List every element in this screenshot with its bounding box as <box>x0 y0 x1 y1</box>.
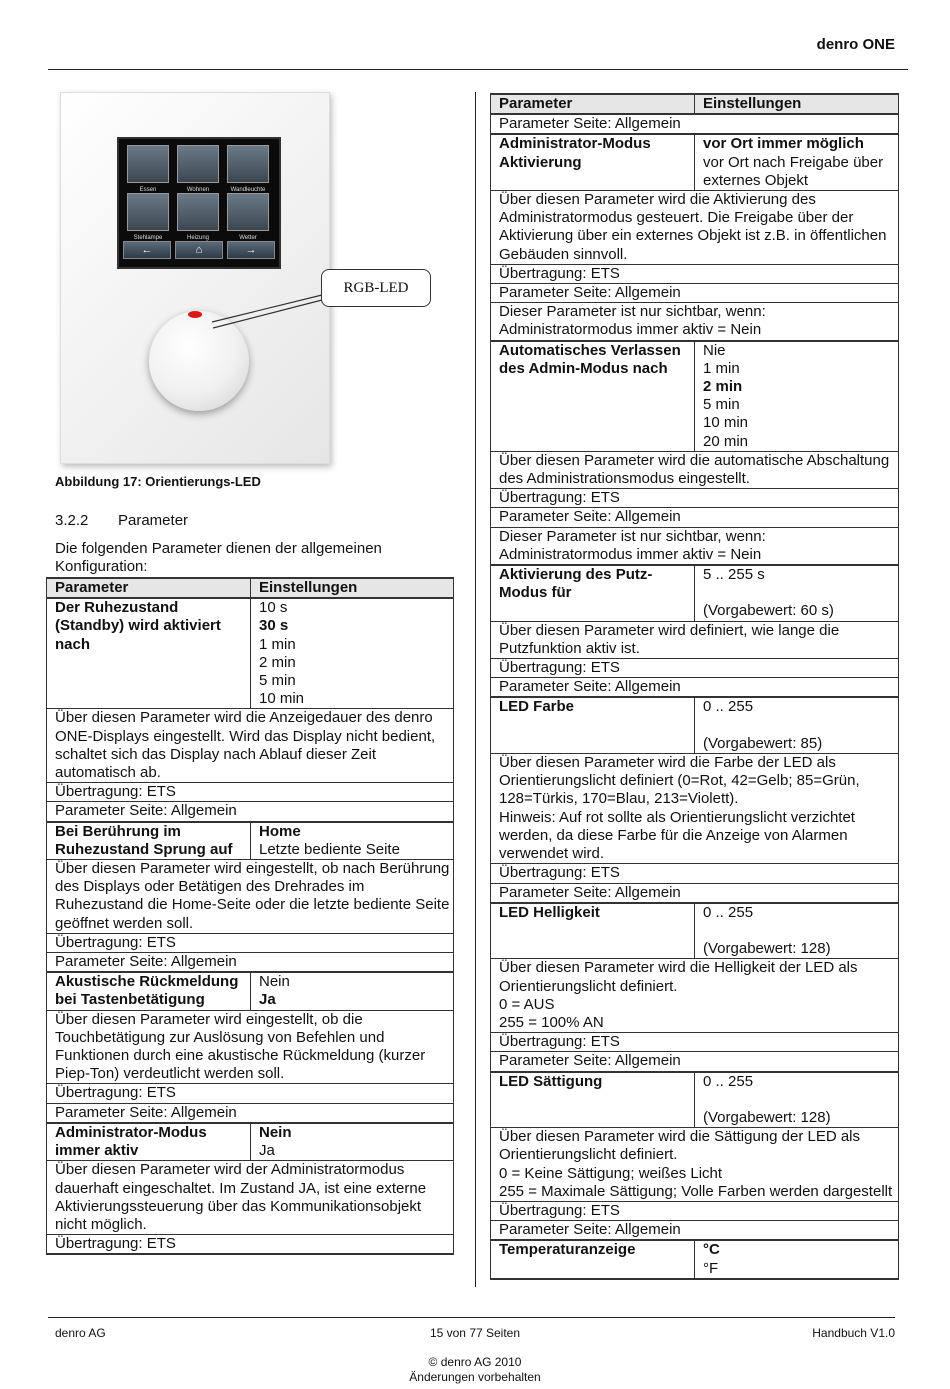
description-text: Über diesen Parameter wird die Aktivierung des Administratormodus gesteuert. Die Freigabe über der Aktivierung über ein externes Objekt ist z.B. in öffentlichen Gebäuden sinnvoll. <box>491 191 899 265</box>
parameter-name: Administrator-Modus immer aktiv <box>47 1123 251 1161</box>
option-value: 5 min <box>259 672 296 690</box>
forward-arrow-icon: → <box>227 241 275 259</box>
description-text: Über diesen Parameter wird die Sättigung der LED als Orientierungslicht definiert. 0 = Keine Sättigung; weißes Licht 255 = Maximale Sättigung; Volle Farben werden dargestellt <box>491 1128 899 1202</box>
description-row <box>491 264 899 283</box>
description-text: Über diesen Parameter wird eingestellt, ob die Touchbetätigung zur Auslösung von Befehlen und Funktionen durch eine akustische Rückmeldung (kurzer Piep-Ton) verdeutlicht werden soll. <box>47 1010 454 1084</box>
option-value: 10 s <box>259 599 288 617</box>
footer-note: Änderungen vorbehalten <box>409 1370 541 1384</box>
description-text: Parameter Seite: Allgemein <box>491 883 899 903</box>
description-row <box>491 1052 899 1072</box>
footer-page-number: 15 von 77 Seiten <box>429 1326 521 1340</box>
parameter-table-right <box>490 93 899 1280</box>
screen-tile-label: Wandleuchte <box>230 187 266 193</box>
description-text: Parameter Seite: Allgemein <box>491 1221 899 1241</box>
description-text: Übertragung: ETS <box>47 933 454 952</box>
description-row <box>47 783 454 802</box>
parameter-name: LED Sättigung <box>491 1072 695 1128</box>
parameter-name: Bei Berührung im Ruhezustand Sprung auf <box>47 822 251 860</box>
description-row <box>47 709 454 783</box>
back-arrow-icon: ← <box>123 241 171 259</box>
description-text: Über diesen Parameter wird die Farbe der LED als Orientierungslicht definiert (0=Rot, 42=Gelb; 85=Grün, 128=Türkis, 170=Blau, 213=Violett). Hinweis: Auf rot sollte als Orientierungslicht verzichtet werden, da diese Farbe für die Anzeige von Alarmen verwendet wird. <box>491 754 899 864</box>
parameter-name: Akustische Rückmeldung bei Tastenbetätigung <box>47 972 251 1010</box>
parameter-name: LED Farbe <box>491 697 695 753</box>
screen-tile-label: Heizung <box>186 235 209 241</box>
description-row <box>491 621 899 658</box>
parameter-options <box>695 1240 899 1278</box>
option-value: °C <box>703 1241 720 1259</box>
parameter-options <box>695 903 899 959</box>
description-row <box>47 802 454 822</box>
section-title: Parameter <box>118 512 189 529</box>
option-value: 10 min <box>703 414 749 432</box>
description-text: Übertragung: ETS <box>491 1201 899 1220</box>
parameter-options <box>251 822 454 860</box>
parameter-row <box>491 1072 899 1128</box>
description-row <box>47 1103 454 1123</box>
figure-caption: Abbildung 17: Orientierungs-LED <box>55 474 261 489</box>
table-header-cell: Parameter <box>47 578 251 598</box>
parameter-row <box>491 697 899 753</box>
description-text: Über diesen Parameter wird die automatische Abschaltung des Administrationsmodus eingestellt. <box>491 451 899 488</box>
option-value: 30 s <box>259 617 289 635</box>
parameter-row <box>491 1240 899 1278</box>
description-text: Übertragung: ETS <box>491 489 899 508</box>
option-value: °F <box>703 1259 719 1277</box>
description-text: Parameter Seite: Allgemein <box>47 802 454 822</box>
description-row <box>491 303 899 341</box>
parameter-name: Automatisches Verlassen des Admin-Modus nach <box>491 341 695 452</box>
footer-divider <box>48 1317 895 1318</box>
description-row <box>47 860 454 934</box>
description-text: Übertragung: ETS <box>491 659 899 678</box>
parameter-row <box>491 903 899 959</box>
description-row <box>47 1235 454 1255</box>
parameter-row <box>491 565 899 621</box>
description-text: Über diesen Parameter wird die Helligkeit der LED als Orientierungslicht definiert. 0 = AUS 255 = 100% AN <box>491 959 899 1033</box>
description-text: Parameter Seite: Allgemein <box>491 114 899 134</box>
table-header-cell: Einstellungen <box>695 94 899 114</box>
description-text: Parameter Seite: Allgemein <box>491 508 899 527</box>
parameter-options <box>695 341 899 452</box>
description-text: Übertragung: ETS <box>47 783 454 802</box>
option-value: Home <box>259 822 301 840</box>
description-text: Parameter Seite: Allgemein <box>47 1103 454 1123</box>
footer-company: denro AG <box>55 1326 106 1340</box>
option-value: 5 .. 255 s <box>703 566 765 584</box>
description-row <box>47 1010 454 1084</box>
description-text: Über diesen Parameter wird der Administratormodus dauerhaft eingeschaltet. Im Zustand JA, ist eine externe Aktivierungssteuerung über das Kommunikationsobjekt nicht möglich. <box>47 1161 454 1235</box>
parameter-name: Temperaturanzeige <box>491 1240 695 1278</box>
description-row <box>47 953 454 973</box>
description-row <box>491 527 899 565</box>
option-value <box>703 584 898 602</box>
description-row <box>491 754 899 864</box>
option-value: 1 min <box>259 635 296 653</box>
description-row <box>491 1033 899 1052</box>
parameter-options <box>251 972 454 1010</box>
parameter-row <box>47 972 454 1010</box>
description-text: Parameter Seite: Allgemein <box>491 284 899 303</box>
description-text: Parameter Seite: Allgemein <box>47 953 454 973</box>
option-value: Nein <box>259 973 290 991</box>
parameter-name: Administrator-Modus Aktivierung <box>491 134 695 190</box>
option-value <box>703 922 898 940</box>
parameter-name: Der Ruhezustand (Standby) wird aktiviert nach <box>47 598 251 709</box>
option-value: 2 min <box>259 653 296 671</box>
screen-tile-label: Wetter <box>239 235 257 241</box>
footer-copyright: © denro AG 2010 <box>428 1355 522 1369</box>
footer-version: Handbuch V1.0 <box>812 1326 895 1340</box>
parameter-options <box>251 1123 454 1161</box>
table-header-cell: Parameter <box>491 94 695 114</box>
description-row <box>47 1161 454 1235</box>
parameter-options <box>695 565 899 621</box>
description-row <box>491 883 899 903</box>
option-value <box>703 717 898 735</box>
parameter-row <box>491 134 899 190</box>
description-text: Übertragung: ETS <box>47 1235 454 1255</box>
description-row <box>491 508 899 527</box>
parameter-row <box>47 598 454 709</box>
option-value: vor Ort immer möglich <box>703 135 864 153</box>
screen-tile-label: Wohnen <box>186 187 210 193</box>
option-value: Nie <box>703 341 726 359</box>
option-value: 20 min <box>703 432 749 450</box>
description-row <box>491 284 899 303</box>
option-value: (Vorgabewert: 128) <box>703 1108 831 1126</box>
description-row <box>491 451 899 488</box>
description-text: Übertragung: ETS <box>491 264 899 283</box>
description-row <box>491 1221 899 1241</box>
parameter-table-left <box>46 577 454 1255</box>
option-value <box>703 1091 898 1109</box>
description-row <box>491 489 899 508</box>
option-value: Nein <box>259 1123 292 1141</box>
description-text: Übertragung: ETS <box>491 864 899 883</box>
option-value: Letzte bediente Seite <box>259 840 400 858</box>
description-row <box>491 114 899 134</box>
option-value: 10 min <box>259 690 305 708</box>
column-divider <box>475 92 476 1287</box>
description-row <box>491 678 899 698</box>
description-text: Parameter Seite: Allgemein <box>491 1052 899 1072</box>
option-value: Ja <box>259 991 276 1009</box>
description-text: Übertragung: ETS <box>47 1084 454 1103</box>
description-row <box>491 959 899 1033</box>
parameter-options <box>251 598 454 709</box>
header-title: denro ONE <box>816 36 895 53</box>
description-row <box>491 1128 899 1202</box>
description-row <box>47 1084 454 1103</box>
parameter-row <box>491 341 899 452</box>
option-value: (Vorgabewert: 85) <box>703 734 823 752</box>
option-value: Ja <box>259 1142 275 1160</box>
parameter-name: LED Helligkeit <box>491 903 695 959</box>
description-row <box>491 1201 899 1220</box>
description-text: Über diesen Parameter wird die Anzeigedauer des denro ONE-Displays eingestellt. Wird das Display nicht bedient, schaltet sich das Display nach Ablauf dieser Zeit automatisch ab. <box>47 709 454 783</box>
option-value: 1 min <box>703 359 740 377</box>
parameter-options <box>695 1072 899 1128</box>
parameter-row <box>47 822 454 860</box>
option-value: 0 .. 255 <box>703 903 754 921</box>
description-text: Parameter Seite: Allgemein <box>491 678 899 698</box>
figure-callout: RGB-LED <box>321 269 431 307</box>
option-value: 2 min <box>703 378 743 396</box>
parameter-options <box>695 134 899 190</box>
screen-tile-label: Stehlampe <box>133 235 163 241</box>
screen-tile-label: Essen <box>139 187 157 193</box>
description-text: Über diesen Parameter wird definiert, wie lange die Putzfunktion aktiv ist. <box>491 621 899 658</box>
description-text: Dieser Parameter ist nur sichtbar, wenn: Administratormodus immer aktiv = Nein <box>491 303 899 341</box>
home-icon: ⌂ <box>175 241 223 259</box>
option-value: (Vorgabewert: 128) <box>703 940 831 958</box>
option-value: 5 min <box>703 396 740 414</box>
description-row <box>491 659 899 678</box>
description-text: Dieser Parameter ist nur sichtbar, wenn: Administratormodus immer aktiv = Nein <box>491 527 899 565</box>
option-value: (Vorgabewert: 60 s) <box>703 602 834 620</box>
description-row <box>491 191 899 265</box>
parameter-name: Aktivierung des Putz-Modus für <box>491 565 695 621</box>
description-row <box>491 864 899 883</box>
parameter-row <box>47 1123 454 1161</box>
parameter-options <box>695 697 899 753</box>
description-row <box>47 933 454 952</box>
section-number: 3.2.2 <box>55 512 89 529</box>
description-text: Übertragung: ETS <box>491 1033 899 1052</box>
description-text: Über diesen Parameter wird eingestellt, ob nach Berührung des Displays oder Betätigen des Drehrades im Ruhezustand die Home-Seite oder die letzte bediente Seite geöffnet werden soll. <box>47 860 454 934</box>
option-value: vor Ort nach Freigabe über externes Objekt <box>703 153 884 189</box>
table-header-cell: Einstellungen <box>251 578 454 598</box>
section-intro: Die folgenden Parameter dienen der allgemeinen Konfiguration: <box>55 540 382 575</box>
table-header-row <box>491 94 899 114</box>
option-value: 0 .. 255 <box>703 1072 754 1090</box>
option-value: 0 .. 255 <box>703 698 754 716</box>
table-header-row <box>47 578 454 598</box>
